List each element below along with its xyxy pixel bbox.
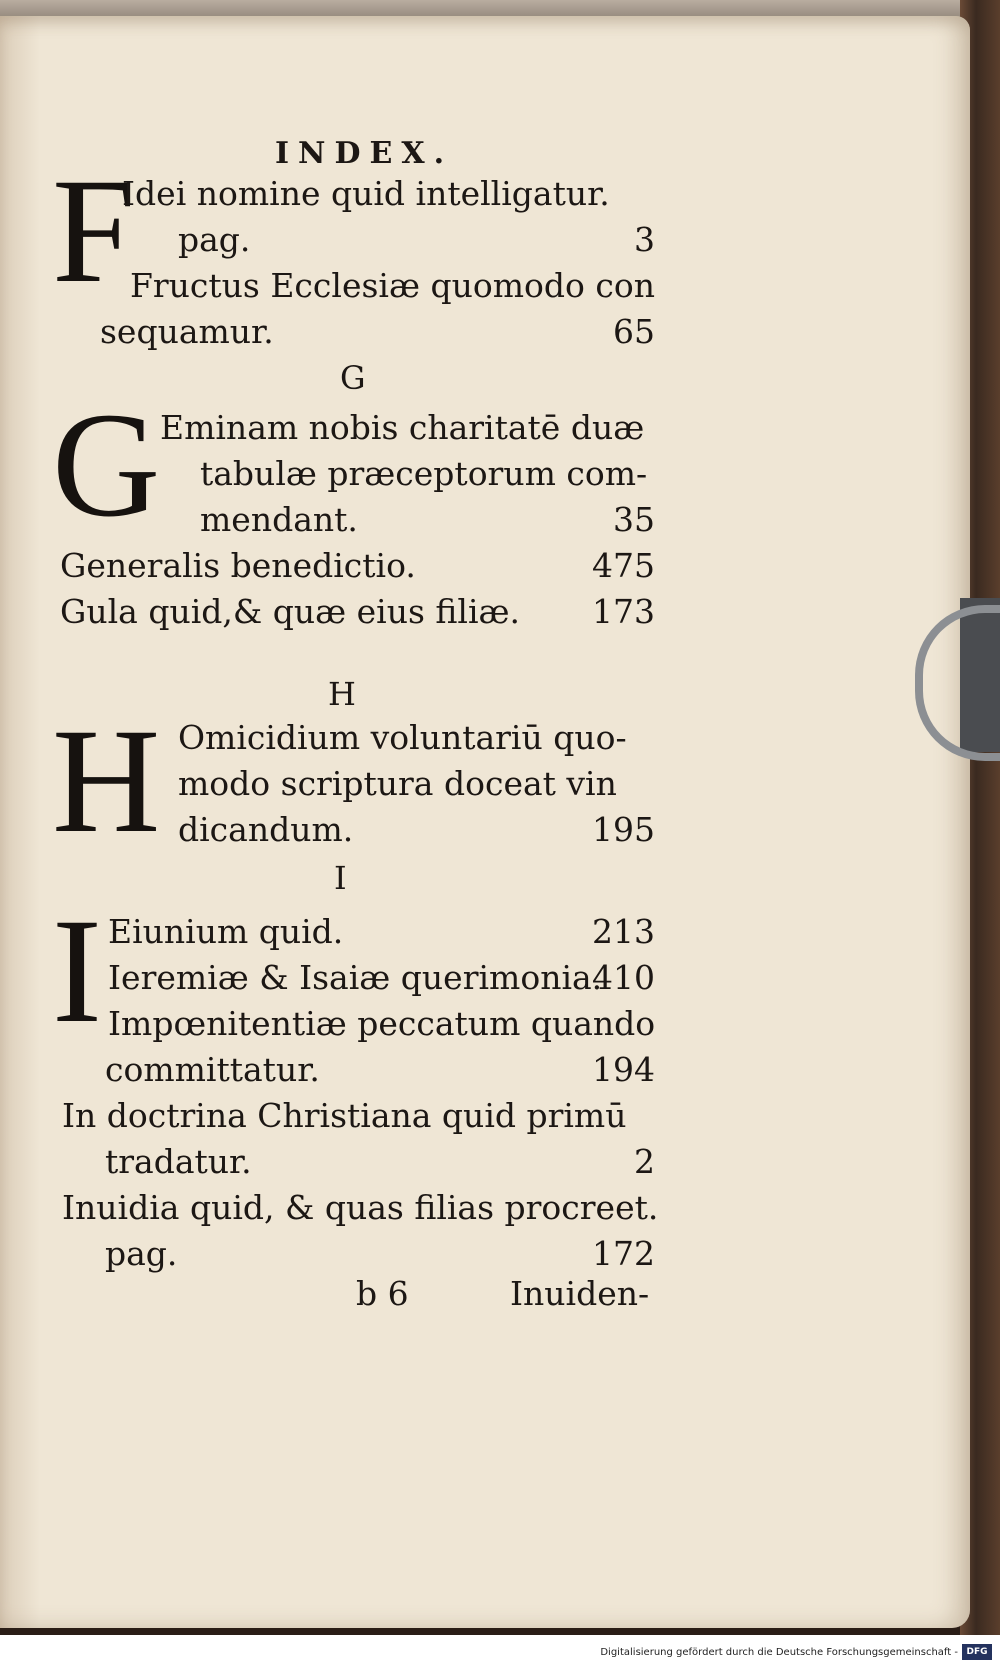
index-line: tabulæ præceptorum com- (200, 454, 648, 493)
index-line: tradatur. (105, 1142, 252, 1181)
index-line: committatur. (105, 1050, 320, 1089)
index-line: Gula quid,& quæ eius filiæ. (60, 592, 521, 631)
page-text (0, 16, 970, 1628)
index-line: Fructus Ecclesiæ quomodo con (130, 266, 655, 305)
page-number: 195 (592, 810, 655, 849)
index-line: Eminam nobis charitatē duæ (160, 408, 645, 447)
page-number: 173 (592, 592, 655, 631)
index-line: Impœnitentiæ peccatum quando (108, 1004, 656, 1043)
page-number: 2 (634, 1142, 655, 1181)
index-line: Idei nomine quid intelligatur. (122, 174, 610, 213)
index-line: modo scriptura doceat vin (178, 764, 617, 803)
drop-cap-f: F (52, 148, 136, 314)
footer-bar (0, 1635, 1000, 1676)
catchword: Inuiden- (510, 1274, 650, 1313)
dfg-logo: DFG (962, 1644, 992, 1660)
page-number: 213 (592, 912, 655, 951)
index-line: Generalis benedictio. (60, 546, 416, 585)
page-number: 35 (613, 500, 655, 539)
index-line: Omicidium voluntariū quo- (178, 718, 627, 757)
funding-credit: Digitalisierung gefördert durch die Deutsche Forschungsgemeinschaft - (600, 1647, 958, 1658)
index-line: Eiunium quid. (108, 912, 344, 951)
drop-cap-g: G (52, 382, 161, 548)
book-page (0, 16, 970, 1628)
page-number: 3 (634, 220, 655, 259)
index-line: pag. (105, 1234, 178, 1273)
index-line: Ieremiæ & Isaiæ querimonia. (108, 958, 603, 997)
page-header: INDEX. (275, 136, 454, 171)
page-number: 194 (592, 1050, 655, 1089)
index-line: dicandum. (178, 810, 354, 849)
page-number: 172 (592, 1234, 655, 1273)
section-letter-g: G (340, 359, 366, 397)
index-line: mendant. (200, 500, 358, 539)
drop-cap-i: I (52, 888, 102, 1054)
signature-mark: b 6 (356, 1274, 409, 1313)
section-letter-i: I (334, 859, 347, 897)
section-letter-h: H (328, 675, 356, 713)
page-number: 475 (592, 546, 655, 585)
drop-cap-h: H (52, 698, 161, 864)
index-line: Inuidia quid, & quas filias procreet. (62, 1188, 659, 1227)
index-line: sequamur. (100, 312, 274, 351)
page-number: 410 (592, 958, 655, 997)
page-number: 65 (613, 312, 655, 351)
index-line: pag. (178, 220, 251, 259)
index-line: In doctrina Christiana quid primū (62, 1096, 627, 1135)
